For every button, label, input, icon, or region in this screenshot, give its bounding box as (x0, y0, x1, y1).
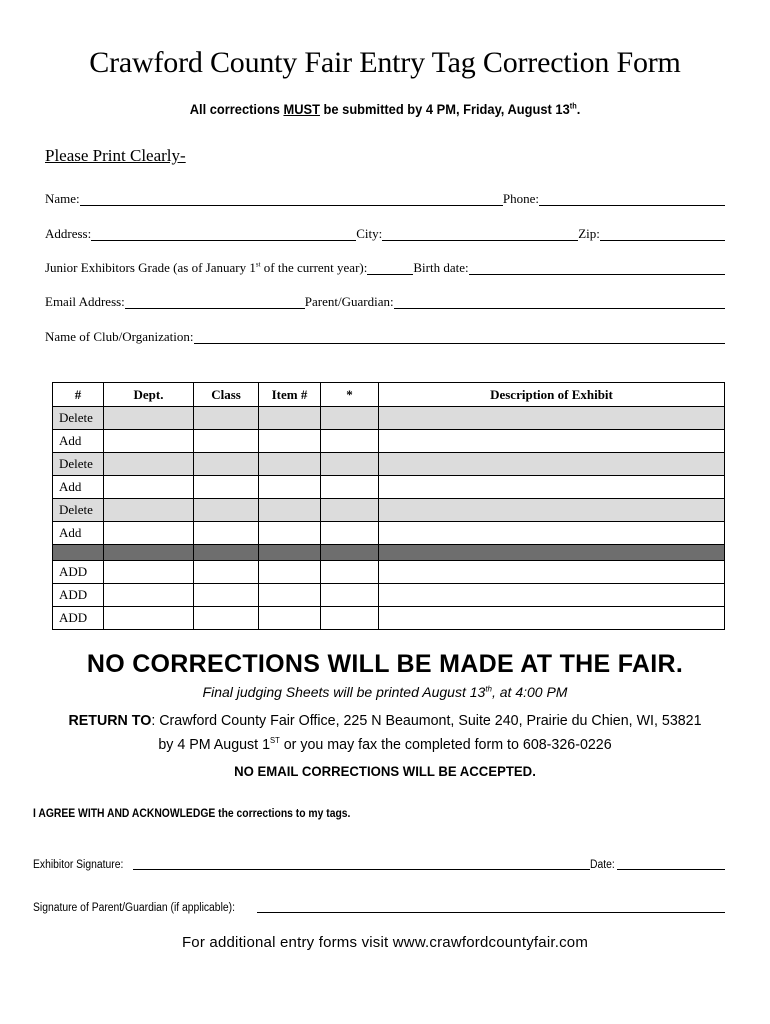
parent-signature-label: Signature of Parent/Guardian (if applicable): (33, 902, 235, 914)
cell-dept[interactable] (104, 522, 194, 545)
row-action: Add (53, 430, 104, 453)
cell-dept[interactable] (104, 407, 194, 430)
agreement-statement: I AGREE WITH AND ACKNOWLEDGE the corrections to my tags. (33, 808, 351, 820)
cell-item[interactable] (259, 499, 321, 522)
table-row (53, 499, 725, 522)
no-email-notice: NO EMAIL CORRECTIONS WILL BE ACCEPTED. (234, 763, 536, 779)
parent-signature-field[interactable] (257, 898, 725, 913)
cell-star[interactable] (321, 453, 379, 476)
must-emphasis: MUST (283, 101, 320, 117)
table-separator-row (53, 545, 725, 561)
birth-date-label: Birth date: (413, 260, 469, 275)
cell-description[interactable] (379, 407, 725, 430)
grade-field[interactable] (367, 260, 413, 275)
row-action: Delete (53, 453, 104, 476)
cell-description[interactable] (379, 561, 725, 584)
parent-guardian-field[interactable] (394, 294, 725, 309)
cell-star[interactable] (321, 584, 379, 607)
cell-class[interactable] (194, 430, 259, 453)
footer-text: For additional entry forms visit www.crawfordcountyfair.com (181, 934, 589, 951)
table-row (53, 430, 725, 453)
cell-dept[interactable] (104, 561, 194, 584)
row-action (53, 545, 104, 561)
zip-field[interactable] (600, 226, 725, 241)
email-field[interactable] (125, 294, 305, 309)
cell-description[interactable] (379, 453, 725, 476)
cell-star[interactable] (321, 499, 379, 522)
cell-item[interactable] (259, 476, 321, 499)
row-action: ADD (53, 607, 104, 630)
entries-table (52, 382, 725, 630)
judging-notice: Final judging Sheets will be printed August 13th, at 4:00 PM (202, 684, 568, 700)
cell-dept[interactable] (104, 584, 194, 607)
email-label: Email Address: (45, 294, 125, 309)
club-row (45, 326, 725, 346)
cell-class[interactable] (194, 407, 259, 430)
phone-label: Phone: (502, 191, 539, 206)
col-dept-header: Dept. (104, 383, 194, 407)
row-action: Add (53, 522, 104, 545)
cell-star[interactable] (321, 561, 379, 584)
cell-item[interactable] (259, 522, 321, 545)
cell-star[interactable] (321, 607, 379, 630)
cell-star[interactable] (321, 407, 379, 430)
cell-description[interactable] (379, 476, 725, 499)
table-row (53, 522, 725, 545)
cell-item[interactable] (259, 607, 321, 630)
exhibitor-signature-row (33, 854, 725, 872)
date-label: Date: (589, 859, 615, 871)
table-row (53, 584, 725, 607)
name-field[interactable] (80, 191, 503, 206)
cell-item[interactable] (259, 584, 321, 607)
grade-label: Junior Exhibitors Grade (as of January 1st of the current year): (45, 260, 368, 275)
phone-field[interactable] (539, 191, 725, 206)
cell-description[interactable] (379, 522, 725, 545)
deadline-notice: All corrections MUST be submitted by 4 PM, Friday, August 13th. (189, 101, 581, 117)
table-row (53, 607, 725, 630)
cell-description[interactable] (379, 430, 725, 453)
date-field[interactable] (617, 855, 725, 870)
cell-item[interactable] (259, 430, 321, 453)
name-label: Name: (45, 191, 80, 206)
club-field[interactable] (194, 329, 725, 344)
col-class-header: Class (194, 383, 259, 407)
exhibitor-signature-field[interactable] (133, 855, 589, 870)
cell-dept[interactable] (104, 476, 194, 499)
table-row (53, 476, 725, 499)
form-title: Crawford County Fair Entry Tag Correction Form (89, 46, 681, 79)
table-row (53, 561, 725, 584)
cell-dept[interactable] (104, 607, 194, 630)
zip-label: Zip: (578, 226, 600, 241)
cell-dept[interactable] (104, 453, 194, 476)
club-label: Name of Club/Organization: (45, 329, 194, 344)
row-action: Delete (53, 499, 104, 522)
row-action: ADD (53, 584, 104, 607)
table-row (53, 453, 725, 476)
row-action: Delete (53, 407, 104, 430)
col-number-header: # (53, 383, 104, 407)
row-action: ADD (53, 561, 104, 584)
city-label: City: (356, 226, 383, 241)
col-star-header: * (321, 383, 379, 407)
cell-description[interactable] (379, 499, 725, 522)
cell-item[interactable] (259, 453, 321, 476)
address-field[interactable] (91, 226, 356, 241)
return-to-label: RETURN TO (68, 712, 152, 729)
cell-item[interactable] (259, 407, 321, 430)
cell-star[interactable] (321, 430, 379, 453)
table-header-row (53, 383, 725, 407)
cell-class[interactable] (194, 561, 259, 584)
cell-description[interactable] (379, 584, 725, 607)
email-row (45, 291, 725, 311)
no-corrections-notice: NO CORRECTIONS WILL BE MADE AT THE FAIR. (86, 650, 684, 678)
cell-class[interactable] (194, 476, 259, 499)
return-to-notice: RETURN TO: Crawford County Fair Office, 225 N Beaumont, Suite 240, Prairie du Chien, WI, 53821 by 4 PM August 1ST or you may fax the completed form to 608-326-0226 (68, 712, 702, 753)
cell-item[interactable] (259, 561, 321, 584)
cell-dept[interactable] (104, 499, 194, 522)
table-row (53, 407, 725, 430)
cell-class[interactable] (194, 607, 259, 630)
cell-class[interactable] (194, 584, 259, 607)
cell-class[interactable] (194, 499, 259, 522)
address-row (45, 223, 725, 243)
cell-star[interactable] (321, 522, 379, 545)
col-item-header: Item # (259, 383, 321, 407)
grade-row (45, 257, 725, 277)
name-phone-row (45, 188, 725, 208)
cell-class[interactable] (194, 453, 259, 476)
row-action: Add (53, 476, 104, 499)
cell-star[interactable] (321, 476, 379, 499)
city-field[interactable] (382, 226, 578, 241)
birth-date-field[interactable] (469, 260, 725, 275)
parent-guardian-label: Parent/Guardian: (304, 294, 394, 309)
cell-description[interactable] (379, 607, 725, 630)
cell-class[interactable] (194, 522, 259, 545)
parent-signature-row (33, 897, 725, 915)
exhibitor-signature-label: Exhibitor Signature: (33, 859, 124, 871)
col-description-header: Description of Exhibit (379, 383, 725, 407)
cell-dept[interactable] (104, 430, 194, 453)
address-label: Address: (45, 226, 92, 241)
print-clearly-heading: Please Print Clearly- (45, 146, 186, 165)
